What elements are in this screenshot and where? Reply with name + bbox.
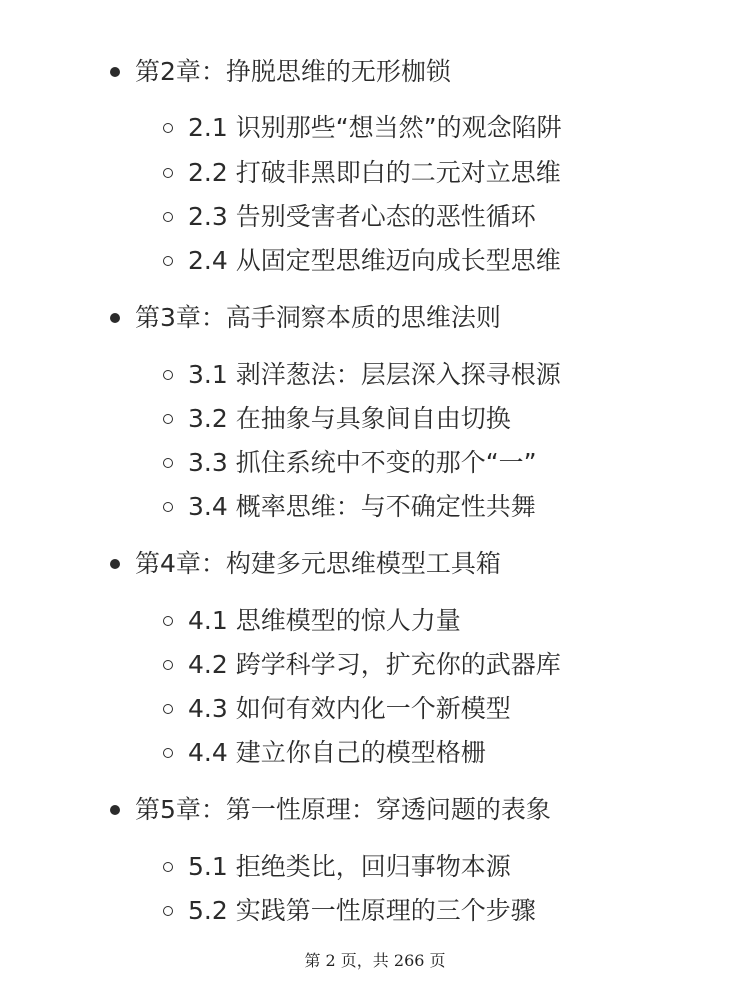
- bullet-icon: [110, 559, 120, 569]
- chapter-title: • 第2章：挣脱思维的无形枷锁: [135, 57, 451, 86]
- section-item: [0, 197, 750, 237]
- section-item: [0, 355, 750, 395]
- circle-bullet-icon: [163, 212, 173, 222]
- circle-bullet-icon: [163, 862, 173, 872]
- circle-bullet-icon: [163, 660, 173, 670]
- circle-bullet-icon: [163, 256, 173, 266]
- circle-bullet-icon: [163, 616, 173, 626]
- section-title: • 4.3 如何有效内化一个新模型: [188, 694, 511, 723]
- chapter-title: • 第5章：第一性原理：穿透问题的表象: [135, 795, 551, 824]
- section-title: • 2.2 打破非黑即白的二元对立思维: [188, 158, 561, 187]
- section-title: • 2.1 识别那些“想当然”的观念陷阱: [188, 113, 562, 142]
- circle-bullet-icon: [163, 906, 173, 916]
- circle-bullet-icon: [163, 458, 173, 468]
- chapter-item: [0, 52, 750, 92]
- section-title: • 5.1 拒绝类比，回归事物本源: [188, 852, 511, 881]
- circle-bullet-icon: [163, 748, 173, 758]
- page-number-footer: 第 2 页，共 266 页: [304, 951, 446, 970]
- section-title: • 3.1 剥洋葱法：层层深入探寻根源: [188, 360, 561, 389]
- section-item: [0, 645, 750, 685]
- section-item: [0, 399, 750, 439]
- section-item: [0, 891, 750, 931]
- chapter-item: [0, 544, 750, 584]
- section-title: • 4.4 建立你自己的模型格栅: [188, 738, 486, 767]
- section-item: [0, 689, 750, 729]
- circle-bullet-icon: [163, 168, 173, 178]
- section-item: [0, 443, 750, 483]
- section-item: [0, 733, 750, 773]
- section-item: [0, 153, 750, 193]
- circle-bullet-icon: [163, 502, 173, 512]
- bullet-icon: [110, 313, 120, 323]
- chapter-title: • 第3章：高手洞察本质的思维法则: [135, 303, 501, 332]
- section-title: • 3.4 概率思维：与不确定性共舞: [188, 492, 536, 521]
- section-title: • 5.2 实践第一性原理的三个步骤: [188, 896, 536, 925]
- chapter-item: [0, 298, 750, 338]
- section-item: [0, 847, 750, 887]
- bullet-icon: [110, 805, 120, 815]
- section-title: • 3.2 在抽象与具象间自由切换: [188, 404, 511, 433]
- section-item: [0, 108, 750, 148]
- circle-bullet-icon: [163, 704, 173, 714]
- circle-bullet-icon: [163, 123, 173, 133]
- section-item: [0, 241, 750, 281]
- circle-bullet-icon: [163, 414, 173, 424]
- section-title: • 2.4 从固定型思维迈向成长型思维: [188, 246, 561, 275]
- section-title: • 4.1 思维模型的惊人力量: [188, 606, 461, 635]
- circle-bullet-icon: [163, 370, 173, 380]
- bullet-icon: [110, 67, 120, 77]
- section-item: [0, 601, 750, 641]
- section-title: • 4.2 跨学科学习，扩充你的武器库: [188, 650, 561, 679]
- section-item: [0, 487, 750, 527]
- chapter-item: [0, 790, 750, 830]
- section-title: • 3.3 抓住系统中不变的那个“一”: [188, 448, 537, 477]
- chapter-title: • 第4章：构建多元思维模型工具箱: [135, 549, 501, 578]
- section-title: • 2.3 告别受害者心态的恶性循环: [188, 202, 536, 231]
